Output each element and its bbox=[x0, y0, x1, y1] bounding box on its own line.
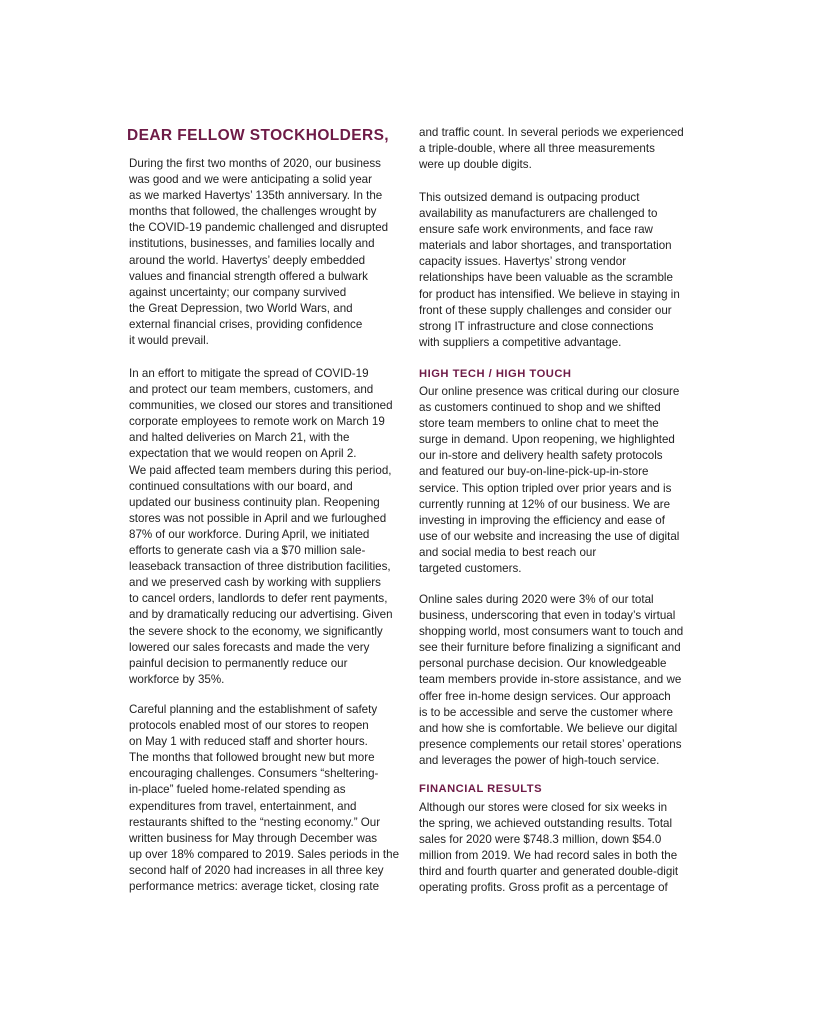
text-line: with suppliers a competitive advantage. bbox=[419, 335, 622, 349]
subheading-financial-results: FINANCIAL RESULTS bbox=[419, 783, 543, 795]
text-line: and we preserved cash by working with suppliers bbox=[129, 576, 381, 590]
text-line: updated our business continuity plan. Reopening bbox=[129, 495, 380, 509]
text-line: was good and we were anticipating a solid year bbox=[129, 173, 372, 187]
text-line: continued consultations with our board, and bbox=[129, 479, 353, 493]
text-line: performance metrics: average ticket, closing rate bbox=[129, 880, 380, 894]
text-line: around the world. Havertys’ deeply embedded bbox=[129, 253, 366, 267]
text-line: for product has intensified. We believe in staying in bbox=[419, 287, 680, 301]
text-line: availability as manufacturers are challenged to bbox=[419, 207, 658, 221]
text-line: is to be accessible and serve the customer where bbox=[419, 705, 673, 719]
text-line: painful decision to permanently reduce our bbox=[129, 656, 348, 670]
text-line: front of these supply challenges and consider our bbox=[419, 303, 672, 317]
text-line: communities, we closed our stores and transitioned bbox=[129, 399, 393, 413]
text-line: third and fourth quarter and generated double-digit bbox=[419, 865, 679, 879]
text-line: capacity issues. Havertys’ strong vendor bbox=[419, 255, 627, 269]
text-line: months that followed, the challenges wrought by bbox=[129, 205, 377, 219]
letter-heading: DEAR FELLOW STOCKHOLDERS, bbox=[127, 127, 390, 144]
text-line: to cancel orders, landlords to defer rent payments, bbox=[129, 592, 388, 606]
subheading-high-tech-high-touch: HIGH TECH / HIGH TOUCH bbox=[419, 368, 572, 380]
text-line: offer free in-home design services. Our approach bbox=[419, 689, 671, 703]
text-line: In an effort to mitigate the spread of COVID-19 bbox=[129, 367, 369, 380]
text-line: it would prevail. bbox=[129, 334, 209, 348]
text-line: on May 1 with reduced staff and shorter hours. bbox=[129, 735, 368, 749]
text-line: workforce by 35%. bbox=[129, 672, 225, 686]
text-line: our in-store and delivery health safety protocols bbox=[419, 449, 663, 463]
text-line: and halted deliveries on March 21, with the bbox=[129, 431, 350, 445]
text-line: efforts to generate cash via a $70 million sale- bbox=[129, 544, 366, 558]
text-line: values and financial strength offered a bulwark bbox=[129, 269, 368, 283]
text-line: restaurants shifted to the “nesting economy.” Our bbox=[129, 815, 381, 829]
paragraph-online-sales bbox=[419, 592, 683, 769]
text-line: stores was not possible in April and we furloughed bbox=[129, 511, 387, 525]
text-line: as customers continued to shop and we shifted bbox=[419, 401, 661, 415]
text-line: presence complements our retail stores’ operations bbox=[419, 737, 682, 751]
text-line: the spring, we achieved outstanding results. Total bbox=[419, 817, 673, 831]
text-line: materials and labor shortages, and transportation bbox=[419, 239, 672, 253]
text-line: During the first two months of 2020, our business bbox=[129, 157, 381, 170]
text-line: We paid affected team members during this period, bbox=[129, 463, 392, 477]
text-line: million from 2019. We had record sales in both the bbox=[419, 849, 678, 863]
paragraph-reopening bbox=[129, 702, 399, 895]
text-line: 87% of our workforce. During April, we initiated bbox=[129, 527, 370, 541]
text-line: the Great Depression, two World Wars, and bbox=[129, 301, 353, 315]
text-line: strong IT infrastructure and close connections bbox=[419, 319, 654, 333]
text-line: second half of 2020 had increases in all three key bbox=[129, 863, 384, 877]
text-line: written business for May through December was bbox=[129, 831, 378, 845]
text-line: surge in demand. Upon reopening, we highlighted bbox=[419, 433, 675, 447]
text-line: Careful planning and the establishment of safety bbox=[129, 703, 378, 716]
text-line: leaseback transaction of three distribution facilities, bbox=[129, 560, 391, 574]
paragraph-financial-results bbox=[419, 800, 678, 897]
text-line: see their furniture before finalizing a significant and bbox=[419, 641, 681, 655]
text-line: and traffic count. In several periods we experienced bbox=[419, 126, 684, 139]
text-line: This outsized demand is outpacing product bbox=[419, 191, 640, 204]
paragraph-intro bbox=[129, 156, 388, 349]
text-line: and featured our buy-on-line-pick-up-in-store bbox=[419, 465, 649, 479]
text-line: store team members to online chat to meet the bbox=[419, 417, 659, 431]
text-line: expenditures from travel, entertainment, and bbox=[129, 799, 357, 813]
text-line: external financial crises, providing confidence bbox=[129, 317, 363, 331]
text-line: Our online presence was critical during our closure bbox=[419, 385, 680, 398]
text-line: operating profits. Gross profit as a percentage of bbox=[419, 881, 668, 895]
text-line: as we marked Havertys’ 135th anniversary. In the bbox=[129, 189, 383, 203]
text-line: corporate employees to remote work on March 19 bbox=[129, 415, 385, 429]
text-line: were up double digits. bbox=[419, 158, 532, 172]
text-line: the COVID-19 pandemic challenged and disrupted bbox=[129, 221, 389, 235]
text-line: up over 18% compared to 2019. Sales periods in the bbox=[129, 847, 400, 861]
text-line: shopping world, most consumers want to touch and bbox=[419, 625, 684, 639]
text-line: institutions, businesses, and families locally and bbox=[129, 237, 375, 251]
text-line: protocols enabled most of our stores to reopen bbox=[129, 719, 369, 733]
text-line: The months that followed brought new but more bbox=[129, 751, 375, 765]
text-line: business, underscoring that even in today’s virtual bbox=[419, 609, 676, 623]
text-line: sales for 2020 were $748.3 million, down $54.0 bbox=[419, 833, 662, 847]
paragraph-supply-demand bbox=[419, 190, 680, 351]
text-line: a triple-double, where all three measurements bbox=[419, 142, 655, 156]
text-line: and how she is comfortable. We believe our digital bbox=[419, 721, 678, 735]
paragraph-covid-response bbox=[129, 366, 393, 688]
text-line: ensure safe work environments, and face raw bbox=[419, 223, 653, 237]
text-line: currently running at 12% of our business. We are bbox=[419, 497, 671, 511]
text-line: and by dramatically reducing our advertising. Given bbox=[129, 608, 393, 622]
text-line: team members provide in-store assistance, and we bbox=[419, 673, 682, 687]
text-line: investing in improving the efficiency and ease of bbox=[419, 513, 665, 527]
text-line: against uncertainty; our company survived bbox=[129, 285, 347, 299]
text-line: use of our website and increasing the use of digital bbox=[419, 529, 680, 543]
paragraph-online-presence bbox=[419, 384, 679, 577]
text-line: personal purchase decision. Our knowledgeable bbox=[419, 657, 667, 671]
text-line: expectation that we would reopen on April 2. bbox=[129, 447, 357, 461]
text-line: Online sales during 2020 were 3% of our total bbox=[419, 593, 654, 606]
text-line: relationships have been valuable as the scramble bbox=[419, 271, 673, 285]
text-line: Although our stores were closed for six weeks in bbox=[419, 801, 668, 814]
text-line: and social media to best reach our bbox=[419, 545, 597, 559]
text-line: and protect our team members, customers, and bbox=[129, 383, 374, 397]
text-line: the severe shock to the economy, we significantly bbox=[129, 624, 383, 638]
paragraph-traffic-count bbox=[419, 125, 684, 173]
text-line: in-place” fueled home-related spending as bbox=[129, 783, 346, 797]
text-line: service. This option tripled over prior years and is bbox=[419, 481, 672, 495]
text-line: and leverages the power of high-touch service. bbox=[419, 753, 660, 767]
text-line: targeted customers. bbox=[419, 562, 522, 576]
text-line: lowered our sales forecasts and made the very bbox=[129, 640, 370, 654]
text-line: encouraging challenges. Consumers “sheltering- bbox=[129, 767, 379, 781]
